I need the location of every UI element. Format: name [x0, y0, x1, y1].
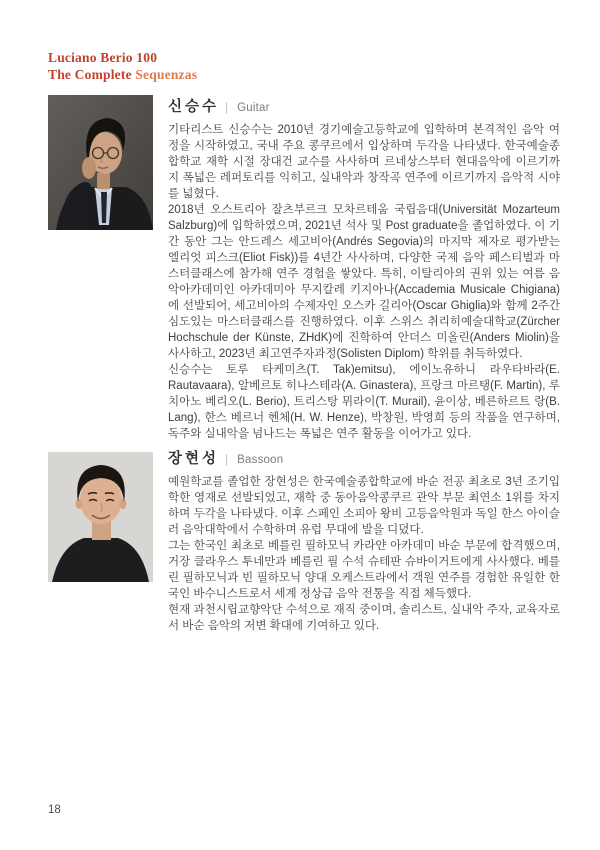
artist-photo-guitarist [48, 95, 153, 230]
artist-name: 장현성 [168, 451, 220, 467]
artist-section-guitarist [48, 95, 560, 442]
name-instrument-divider: | [225, 100, 229, 114]
artist-photo-bassoonist [48, 452, 153, 582]
portrait-man-glasses-image [48, 95, 153, 230]
header-subtitle-accent: Sequenzas [135, 66, 198, 82]
header-subtitle [48, 67, 197, 84]
artist-instrument: Bassoon [237, 454, 284, 466]
artist-name: 신승수 [168, 99, 220, 115]
page-number: 18 [48, 804, 61, 816]
portrait-smiling-man-image [48, 452, 153, 582]
bio-paragraph: 현재 과천시립교향악단 수석으로 재직 중이며, 솔리스트, 실내악 주자, 교육자로서 바순 음악의 저변 확대에 기여하고 있다. [168, 604, 560, 632]
artist-section-bassoonist [48, 447, 560, 634]
bio-paragraph: 신승수는 토루 타케미츠(T. Tak)emitsu), 에이노유하니 라우타바라(E. Rautavaara), 알베르토 히나스테라(A. Ginastera), 프랑크 마르탱(F. Martin), 루치아노 베리오(L. Berio), 트리스탕 뮈라이(T. Murail), 윤이상, 베른하르트 랑(B. Lang), 한스 베르너 헨체(H. W. Henze), 박창원, 박영희 등의 작품을 연구하며, 독주와 실내악을 넘나드는 폭넓은 연주 활동을 이어가고 있다. [168, 364, 560, 440]
artist-bio-bassoonist [168, 447, 560, 634]
page-header [48, 50, 197, 83]
bio-paragraph: 그는 한국인 최초로 베를린 필하모닉 카라얀 아카데미 바순 부문에 합격했으며, 거장 클라우스 투네만과 베를린 필 수석 슈테판 슈바이거트에게 사사했다. 베를린 필하모닉과 빈 필하모닉 양대 오케스트라에서 객원 연주를 경험한 유일한 한국인 바수니스트로서 세계 정상급 음악 전통을 직접 체득했다. [168, 540, 560, 600]
bio-paragraph: 예원학교를 졸업한 장현성은 한국예술종합학교에 바순 전공 최초로 3년 조기입학한 영재로 선발되었고, 재학 중 동아음악콩쿠르 관악 부문 최연소 1위를 차지하며 두각을 나타냈다. 이후 스페인 소피아 왕비 고등음악원과 독일 한스 아이슬러 음악대학에서 수학하며 유럽 무대에 발을 디뎠다. [168, 476, 560, 536]
bio-paragraph: 2018년 오스트리아 잘츠부르크 모차르테움 국립음대(Universität Mozarteum Salzburg)에 입학하였으며, 2021년 석사 및 Post graduate을 졸업하였다. 이 기간 동안 그는 안드레스 세고비아(Andrés Segovia)의 마지막 제자로 평가받는 엘리엇 피스크(Eliot Fisk))를 4년간 사사하며, 다양한 국제 음악 페스티벌과 마스터클래스에 참가해 연주 경험을 쌓았다. 특히, 이탈리아의 권위 있는 여름 음악아카데미인 아카데미아 무지칼레 키지아나(Accademia Musicale Chigiana)에 선발되어, 세고비아의 수제자인 오스카 길리아(Oscar Ghiglia)와 함께 2주간 심도있는 마스터클래스를 진행하였다. 이후 스위스 취리히예술대학교(Zürcher Hochschule der Künste, ZHdK)에 진학하여 안더스 미올린(Anders Miolin)을 사사하고, 2023년 최고연주자과정(Solisten Diplom) 학위를 취득하였다. [168, 204, 560, 360]
artist-name-row [168, 95, 560, 116]
name-instrument-divider: | [225, 452, 229, 466]
artist-name-row [168, 447, 560, 468]
artist-bio-guitarist [168, 95, 560, 442]
artist-instrument: Guitar [237, 102, 270, 114]
header-subtitle-main: The Complete [48, 66, 132, 82]
header-title: Luciano Berio 100 [48, 50, 158, 65]
bio-paragraph: 기타리스트 신승수는 2010년 경기예술고등학교에 입학하며 본격적인 음악 여정을 시작하였고, 국내 주요 콩쿠르에서 입상하며 두각을 나타냈다. 한국예술종합학교 재학 시절 장대건 교수를 사사하며 르네상스부터 현대음악에 이르기까지 폭넓은 레퍼토리를 익히고, 실내악과 창작곡 연주에 이르기까지 음악적 시야를 넓혔다. [168, 124, 560, 200]
